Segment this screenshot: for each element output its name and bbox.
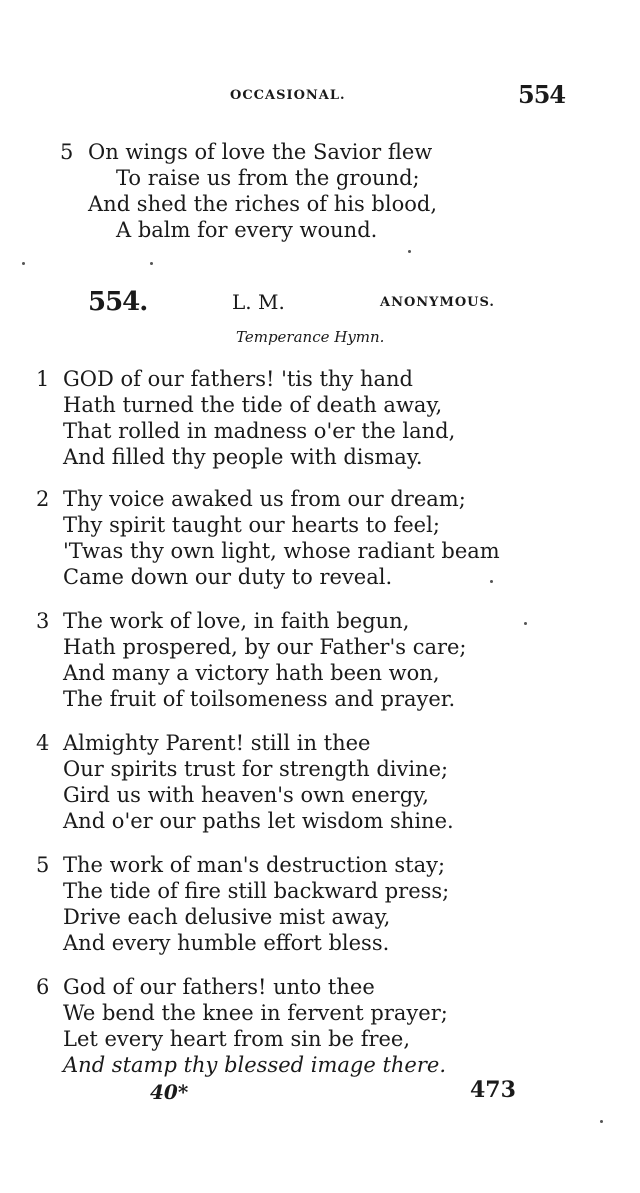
running-title: OCCASIONAL. (230, 88, 346, 103)
stanza-line: The work of man's destruction stay; (63, 853, 446, 877)
hymn-title: Temperance Hymn. (236, 328, 385, 346)
stanza-line: GOD of our fathers! 'tis thy hand (63, 367, 413, 391)
stanza-number: 6 (36, 975, 50, 999)
stanza-number: 2 (36, 487, 50, 511)
stanza-line: And every humble effort bless. (63, 931, 390, 955)
stanza-number: 4 (36, 731, 50, 755)
stanza-line: Almighty Parent! still in thee (63, 731, 371, 755)
stanza-line: Thy voice awaked us from our dream; (63, 487, 466, 511)
stanza-number: 1 (36, 367, 50, 391)
stanza-line: Our spirits trust for strength divine; (63, 757, 449, 781)
signature-mark: 40* (150, 1080, 189, 1104)
stanza-number: 3 (36, 609, 50, 633)
scan-speck (600, 1120, 603, 1123)
stanza-line: The fruit of toilsomeness and prayer. (63, 687, 456, 711)
stanza-line: Hath turned the tide of death away, (63, 393, 443, 417)
header-page-number: 554 (518, 80, 566, 109)
scan-speck (408, 250, 411, 253)
stanza-line: That rolled in madness o'er the land, (63, 419, 456, 443)
hymn-author: ANONYMOUS. (380, 295, 495, 310)
stanza-line: And stamp thy blessed image there. (63, 1053, 446, 1077)
stanza-number: 5 (36, 853, 50, 877)
stanza-line: A balm for every wound. (116, 218, 378, 242)
stanza-line: The tide of fire still backward press; (63, 879, 450, 903)
stanza-line: Let every heart from sin be free, (63, 1027, 411, 1051)
stanza-line: Drive each delusive mist away, (63, 905, 391, 929)
scan-speck (490, 580, 493, 583)
stanza-line: On wings of love the Savior flew (88, 140, 433, 164)
stanza-line: And many a victory hath been won, (63, 661, 440, 685)
hymn-meter: L. M. (232, 290, 285, 314)
stanza-number: 5 (60, 140, 74, 164)
stanza-line: God of our fathers! unto thee (63, 975, 375, 999)
stanza-line: And filled thy people with dismay. (63, 445, 423, 469)
scan-speck (22, 262, 25, 265)
stanza-line: And shed the riches of his blood, (88, 192, 437, 216)
stanza-line: And o'er our paths let wisdom shine. (63, 809, 454, 833)
stanza-line: The work of love, in faith begun, (63, 609, 410, 633)
stanza-line: Gird us with heaven's own energy, (63, 783, 429, 807)
scan-speck (150, 262, 153, 265)
stanza-line: We bend the knee in fervent prayer; (63, 1001, 448, 1025)
hymn-number: 554. (88, 287, 148, 317)
stanza-line: Thy spirit taught our hearts to feel; (63, 513, 440, 537)
footer-page-number: 473 (470, 1077, 516, 1103)
stanza-line: Hath prospered, by our Father's care; (63, 635, 467, 659)
stanza-line: Came down our duty to reveal. (63, 565, 393, 589)
stanza-line: 'Twas thy own light, whose radiant beam (63, 539, 500, 563)
stanza-line: To raise us from the ground; (116, 166, 420, 190)
scan-speck (524, 622, 527, 625)
